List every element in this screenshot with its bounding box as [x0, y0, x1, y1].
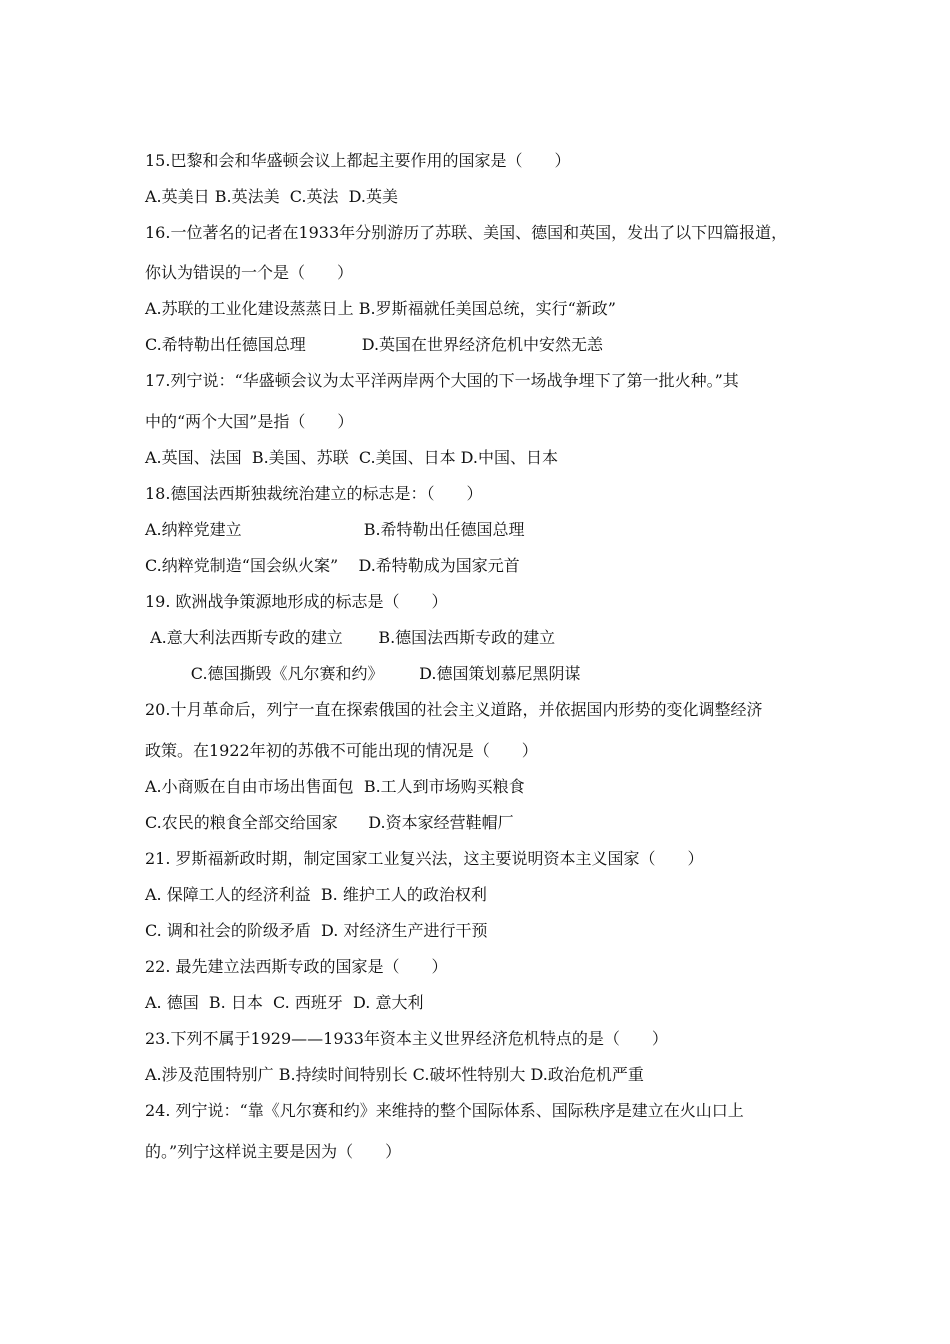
question-20-options-cd: C.农民的粮食全部交给国家 D.资本家经营鞋帽厂 — [145, 813, 514, 832]
question-21-options-ab: A. 保障工人的经济利益 B. 维护工人的政治权利 — [145, 885, 487, 904]
question-19: 19. 欧洲战争策源地形成的标志是（ ） — [145, 592, 448, 611]
question-20-options-ab: A.小商贩在自由市场出售面包 B.工人到市场购买粮食 — [145, 777, 525, 796]
question-18-options-ab: A.纳粹党建立 B.希特勒出任德国总理 — [145, 520, 525, 539]
question-21: 21. 罗斯福新政时期，制定国家工业复兴法，这主要说明资本主义国家（ ） — [145, 849, 704, 868]
question-22: 22. 最先建立法西斯专政的国家是（ ） — [145, 957, 448, 976]
question-16-options-ab: A.苏联的工业化建设蒸蒸日上 B.罗斯福就任美国总统，实行“新政” — [145, 299, 616, 318]
question-23: 23.下列不属于1929——1933年资本主义世界经济危机特点的是（ ） — [145, 1029, 668, 1048]
question-24: 24. 列宁说：“靠《凡尔赛和约》来维持的整个国际体系、国际秩序是建立在火山口上 — [145, 1101, 744, 1120]
question-23-options: A.涉及范围特别广 B.持续时间特别长 C.破坏性特别大 D.政治危机严重 — [145, 1065, 644, 1084]
question-18: 18.德国法西斯独裁统治建立的标志是：（ ） — [145, 484, 483, 503]
question-16-options-cd: C.希特勒出任德国总理 D.英国在世界经济危机中安然无恙 — [145, 335, 604, 354]
question-20-continued: 政策。在1922年初的苏俄不可能出现的情况是（ ） — [145, 741, 538, 760]
question-21-options-cd: C. 调和社会的阶级矛盾 D. 对经济生产进行干预 — [145, 921, 488, 940]
question-15-options: A.英美日 B.英法美 C.英法 D.英美 — [145, 187, 399, 206]
question-17-continued: 中的“两个大国”是指（ ） — [145, 412, 354, 431]
question-17-options: A.英国、法国 B.美国、苏联 C.美国、日本 D.中国、日本 — [145, 448, 559, 467]
question-20: 20.十月革命后，列宁一直在探索俄国的社会主义道路，并依据国内形势的变化调整经济 — [145, 700, 763, 719]
question-15: 15.巴黎和会和华盛顿会议上都起主要作用的国家是（ ） — [145, 151, 571, 170]
question-16: 16.一位著名的记者在1933年分别游历了苏联、美国、德国和英国，发出了以下四篇报道， — [145, 223, 788, 242]
question-22-options: A. 德国 B. 日本 C. 西班牙 D. 意大利 — [145, 993, 424, 1012]
question-24-continued: 的。”列宁这样说主要是因为（ ） — [145, 1142, 402, 1161]
question-19-options-ab: A.意大利法西斯专政的建立 B.德国法西斯专政的建立 — [145, 628, 556, 647]
question-19-options-cd: C.德国撕毁《凡尔赛和约》 D.德国策划慕尼黑阴谋 — [145, 664, 581, 683]
question-18-options-cd: C.纳粹党制造“国会纵火案” D.希特勒成为国家元首 — [145, 556, 520, 575]
question-17: 17.列宁说：“华盛顿会议为太平洋两岸两个大国的下一场战争埋下了第一批火种。”其 — [145, 371, 739, 390]
question-16-continued: 你认为错误的一个是（ ） — [145, 263, 354, 282]
